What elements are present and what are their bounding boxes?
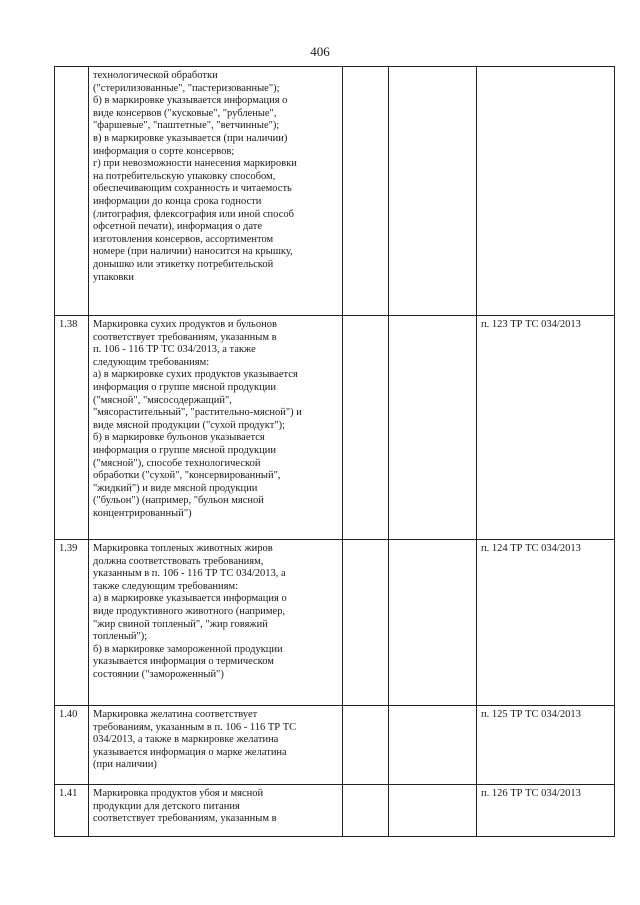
- requirements-table: [54, 66, 615, 837]
- empty-cell: [343, 540, 389, 706]
- page-number: 406: [310, 44, 330, 59]
- table-row: [55, 540, 615, 706]
- empty-cell: [389, 785, 477, 837]
- empty-cell: [389, 67, 477, 316]
- table-row: [55, 67, 615, 316]
- reference-cell: п. 123 ТР ТС 034/2013: [477, 316, 615, 540]
- empty-cell: [389, 540, 477, 706]
- empty-cell: [389, 316, 477, 540]
- requirement-text: Маркировка продуктов убоя и мясной продукции для детского питания соответствует требованиям, указанным в: [89, 785, 343, 837]
- row-number: 1.38: [55, 316, 89, 540]
- reference-cell: п. 125 ТР ТС 034/2013: [477, 706, 615, 785]
- table-row: [55, 785, 615, 837]
- empty-cell: [389, 706, 477, 785]
- empty-cell: [343, 706, 389, 785]
- table-row: [55, 706, 615, 785]
- row-number: [55, 67, 89, 316]
- row-number: 1.39: [55, 540, 89, 706]
- table-row: [55, 316, 615, 540]
- requirement-text: Маркировка сухих продуктов и бульонов соответствует требованиям, указанным в п. 106 - 116 ТР ТС 034/2013, а также следующим требованиям: а) в маркировке сухих продуктов указывается информация о группе мясной продукции ("мясной", "мясосодержащий", "мясорастительный", "растительно-мясной") и виде мясной продукции ("сухой продукт"); б) в маркировке бульонов указывается информация о группе мясной продукции ("мясной"), способе технологической обработки ("сухой", "консервированный", "жидкий") и виде мясной продукции ("бульон") (например, "бульон мясной концентрированный"): [89, 316, 343, 540]
- requirement-text: технологической обработки ("стерилизованные", "пастеризованные"); б) в маркировке указывается информация о виде консервов ("кусковые", "рубленые", "фаршевые", "паштетные", "ветчинные"); в) в маркировке указывается (при наличии) информация о сорте консервов; г) при невозможности нанесения маркировки на потребительскую упаковку способом, обеспечивающим сохранность и читаемость информации до конца срока годности (литография, флексография или иной способ офсетной печати), информация о дате изготовления консервов, ассортиментом номере (при наличии) наносится на крышку, донышко или этикетку потребительской упаковки: [89, 67, 343, 316]
- reference-cell: п. 124 ТР ТС 034/2013: [477, 540, 615, 706]
- reference-cell: [477, 67, 615, 316]
- empty-cell: [343, 785, 389, 837]
- empty-cell: [343, 316, 389, 540]
- requirement-text: Маркировка топленых животных жиров должна соответствовать требованиям, указанным в п. 106 - 116 ТР ТС 034/2013, а также следующим требованиям: а) в маркировке указывается информация о виде продуктивного животного (например, "жир свиной топленый", "жир говяжий топленый"); б) в маркировке замороженной продукции указывается информация о термическом состоянии ("замороженный"): [89, 540, 343, 706]
- row-number: 1.40: [55, 706, 89, 785]
- empty-cell: [343, 67, 389, 316]
- row-number: 1.41: [55, 785, 89, 837]
- reference-cell: п. 126 ТР ТС 034/2013: [477, 785, 615, 837]
- requirement-text: Маркировка желатина соответствует требованиям, указанным в п. 106 - 116 ТР ТС 034/2013, а также в маркировке желатина указывается информация о марке желатина (при наличии): [89, 706, 343, 785]
